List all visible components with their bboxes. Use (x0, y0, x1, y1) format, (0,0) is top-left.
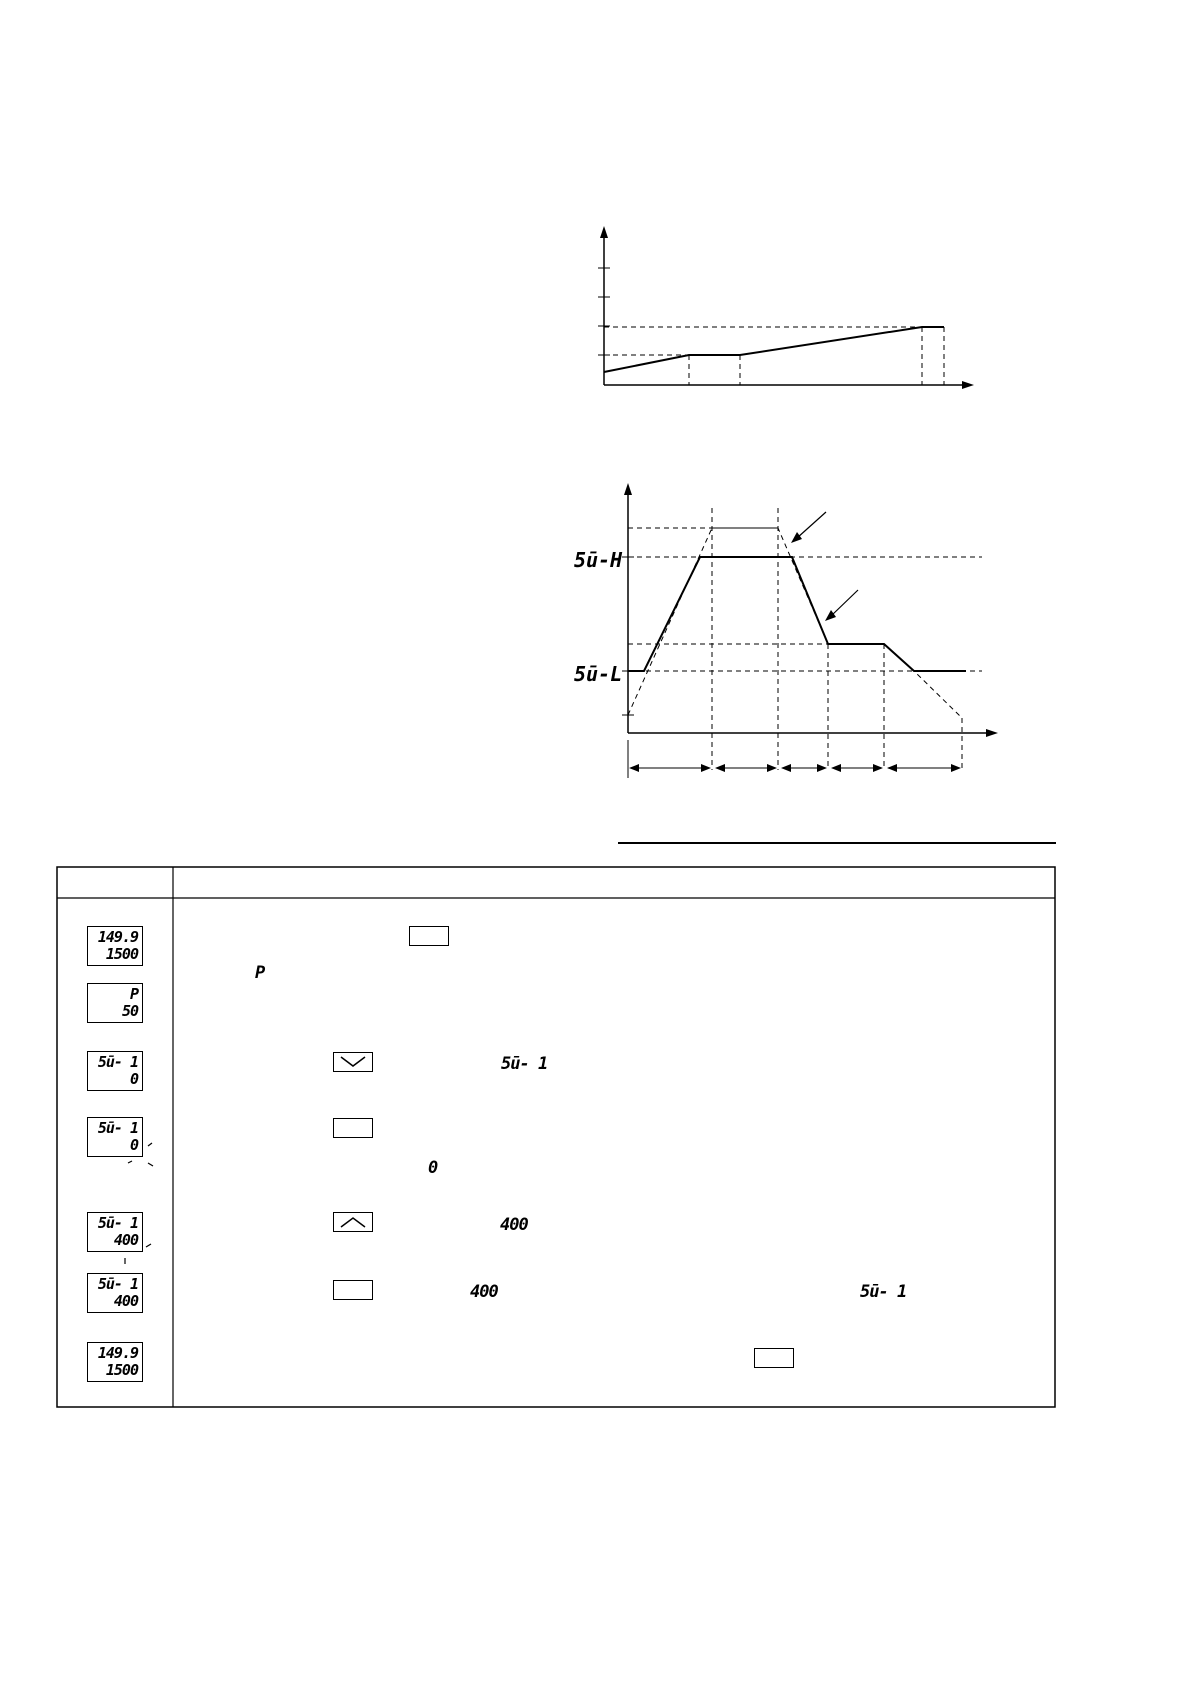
display-sv1 (87, 1051, 143, 1091)
inline-400-glyph: 400 (470, 1282, 498, 1302)
key-icon (333, 1118, 373, 1138)
chart2-label-high: 5ū-H (574, 548, 623, 572)
up-arrow-icon (333, 1212, 373, 1232)
display-line-2: 0 (129, 1070, 138, 1088)
display-sv1-edit (87, 1117, 143, 1157)
chart2-label-low: 5ū-L (574, 662, 623, 686)
inline-sv1-glyph: 5ū- 1 (860, 1282, 907, 1302)
display-sv1-400 (87, 1273, 143, 1313)
inline-p-glyph: P (255, 963, 265, 983)
inline-400-glyph: 400 (500, 1215, 528, 1235)
down-arrow-icon (333, 1052, 373, 1072)
procedure-table (57, 867, 1055, 1407)
display-line-1: P (129, 985, 138, 1003)
display-line-2: 1500 (105, 1361, 138, 1379)
key-icon (409, 926, 449, 946)
display-pv-sv-return (87, 1342, 143, 1382)
display-line-2: 400 (113, 1292, 138, 1310)
down-arrow-key (333, 1052, 373, 1072)
display-line-1: 5ū- 1 (97, 1053, 138, 1071)
display-line-1: 149.9 (97, 928, 138, 946)
display-pv-sv (87, 926, 143, 966)
display-line-1: 5ū- 1 (97, 1119, 138, 1137)
display-line-2: 50 (121, 1002, 138, 1020)
inline-zero-glyph: 0 (428, 1158, 438, 1178)
display-line-1: 5ū- 1 (97, 1275, 138, 1293)
display-p-param (87, 983, 143, 1023)
display-line-1: 149.9 (97, 1344, 138, 1362)
key-icon (754, 1348, 794, 1368)
display-line-2: 0 (129, 1136, 138, 1154)
display-line-2: 1500 (105, 945, 138, 963)
inline-sv1-glyph: 5ū- 1 (501, 1054, 548, 1074)
up-arrow-key (333, 1212, 373, 1232)
display-line-2: 400 (113, 1231, 138, 1249)
display-line-1: 5ū- 1 (97, 1214, 138, 1232)
key-icon (333, 1280, 373, 1300)
display-sv1-400-edit (87, 1212, 143, 1252)
